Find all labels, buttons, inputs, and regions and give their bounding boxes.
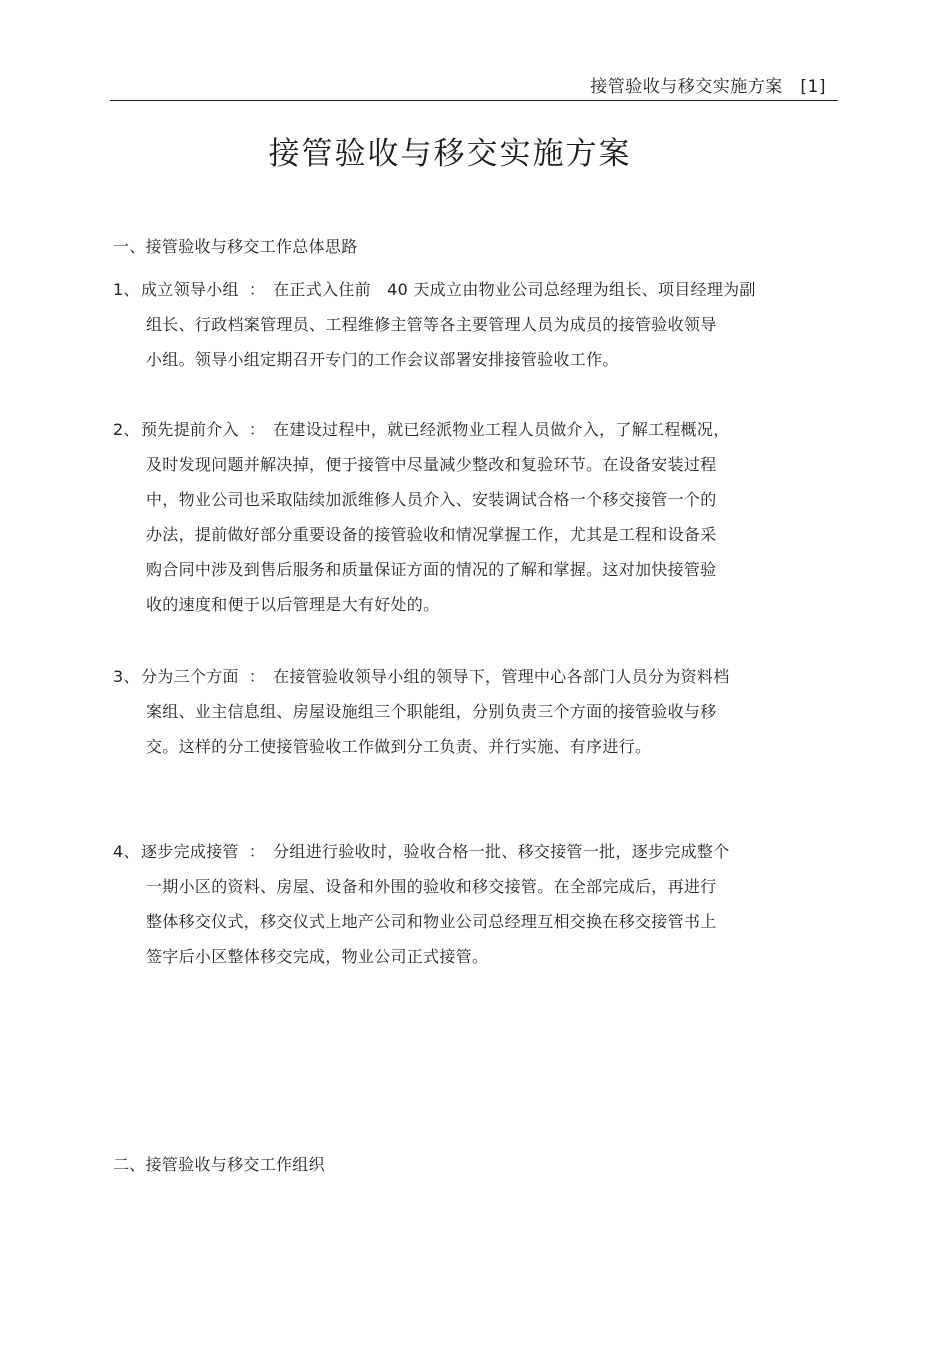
item-line: 一期小区的资料、房屋、设备和外围的验收和移交接管。在全部完成后，再进行: [146, 877, 717, 896]
item-colon: ：: [248, 420, 266, 439]
list-item-3: [113, 659, 813, 764]
item-label: 分为三个方面: [141, 667, 239, 686]
item-colon: ：: [248, 667, 266, 686]
page-header: [110, 72, 838, 101]
item-line: 签字后小区整体移交完成，物业公司正式接管。: [146, 947, 489, 966]
item-line: 在建设过程中，就已经派物业工程人员做介入，了解工程概况，: [273, 420, 730, 439]
item-number: 1、: [113, 280, 140, 299]
item-line: 案组、业主信息组、房屋设施组三个职能组，分别负责三个方面的接管验收与移: [146, 702, 717, 721]
item-line: 整体移交仪式，移交仪式上地产公司和物业公司总经理互相交换在移交接管书上: [146, 912, 717, 931]
item-line: 在接管验收领导小组的领导下，管理中心各部门人员分为资料档: [273, 667, 730, 686]
item-line: 办法，提前做好部分重要设备的接管验收和情况掌握工作，尤其是工程和设备采: [146, 525, 717, 544]
item-label: 预先提前介入: [141, 420, 239, 439]
item-number: 2、: [113, 420, 140, 439]
section-heading-1: 一、接管验收与移交工作总体思路: [113, 237, 358, 256]
item-colon: ：: [248, 280, 266, 299]
item-line: 分组进行验收时，验收合格一批、移交接管一批，逐步完成整个: [273, 842, 730, 861]
section-heading-2: 二、接管验收与移交工作组织: [113, 1155, 325, 1174]
item-label: 成立领导小组: [141, 280, 239, 299]
item-line: 交。这样的分工使接管验收工作做到分工负责、并行实施、有序进行。: [146, 737, 652, 756]
item-number: 3、: [113, 667, 140, 686]
list-item-2: [113, 412, 813, 622]
list-item-1: [113, 272, 813, 377]
item-label: 逐步完成接管: [141, 842, 239, 861]
item-line: 购合同中涉及到售后服务和质量保证方面的情况的了解和掌握。这对加快接管验: [146, 560, 717, 579]
item-colon: ：: [248, 842, 266, 861]
item-line: 小组。领导小组定期召开专门的工作会议部署安排接管验收工作。: [146, 350, 619, 369]
header-text: 接管验收与移交实施方案 [1]: [590, 77, 826, 97]
item-line: 组长、行政档案管理员、工程维修主管等各主要管理人员为成员的接管验收领导: [146, 315, 717, 334]
list-item-4: [113, 834, 813, 974]
item-line: 中，物业公司也采取陆续加派维修人员介入、安装调试合格一个移交接管一个的: [146, 490, 717, 509]
item-number: 4、: [113, 842, 140, 861]
item-first-line: [113, 834, 813, 869]
item-first-line: [113, 412, 813, 447]
item-line: 在正式入住前 40 天成立由物业公司总经理为组长、项目经理为副: [273, 280, 756, 299]
item-line: 收的速度和便于以后管理是大有好处的。: [146, 595, 440, 614]
item-line: 及时发现问题并解决掉，便于接管中尽量减少整改和复验环节。在设备安装过程: [146, 455, 717, 474]
item-first-line: [113, 659, 813, 694]
item-first-line: [113, 272, 813, 307]
document-title: 接管验收与移交实施方案: [268, 136, 632, 172]
